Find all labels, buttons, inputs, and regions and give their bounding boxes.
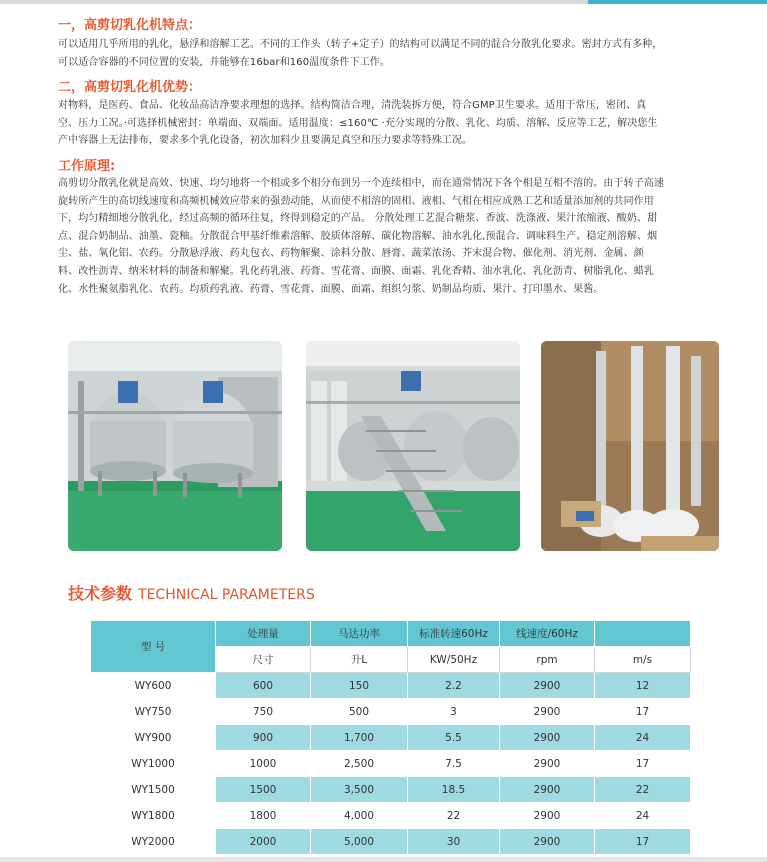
text-line: 点、混合奶制品、油墨、瓷釉。分散混合甲基纤维素溶解、胶质体溶解、碳化物溶解、油水乳化,预混合、调味料生产、稳定剂溶解、烟: [58, 230, 658, 242]
cell-motor-power: 4,000: [311, 803, 408, 829]
cell-value: 24: [595, 725, 691, 751]
title-en: TECHNICAL PARAMETERS: [138, 587, 315, 603]
cell-line-speed: 2900: [500, 673, 595, 699]
text-line: 高剪切分散乳化就是高效、快速、均匀地将一个相或多个相分布到另一个连续相中，而在通常情况下各个相是互相不溶的。由于转子高速: [58, 178, 664, 189]
text-line: 对物料，是医药、食品、化妆品高洁净要求理想的选择。结构简洁合理，清洗装拆方便，符合GMP卫生要求。适用于常压，密闭、真: [58, 100, 647, 111]
header-empty: [595, 621, 691, 647]
cell-capacity: 1000: [216, 751, 311, 777]
bottom-divider: [0, 857, 767, 862]
unit-kw: KW/50Hz: [408, 647, 500, 673]
advantages-heading: 二，高剪切乳化机优势：: [58, 80, 202, 95]
technical-parameters-title: [68, 581, 315, 604]
cell-speed: 7.5: [408, 751, 500, 777]
text-line: 可以适用几乎所用的乳化，悬浮和溶解工艺。不同的工作头（转子+定子）的结构可以满足不同的混合分散乳化要求。密封方式有多种，: [58, 39, 663, 50]
cell-capacity: 900: [216, 725, 311, 751]
cell-line-speed: 2900: [500, 803, 595, 829]
text-line: 可以适合容器的不同位置的安装，并能够在16bar和160温度条件下工作。: [58, 56, 390, 68]
header-speed: 标准转速60Hz: [408, 621, 500, 647]
cell-model: WY600: [91, 673, 216, 699]
text-line: 产中容器上无法排布，要求多个乳化设备，初次加料少且要满足真空和压力要求等特殊工况。: [58, 135, 473, 147]
header-model: 型 号: [91, 621, 216, 673]
cell-model: WY2000: [91, 829, 216, 855]
unit-size: 尺寸: [216, 647, 311, 673]
cell-model: WY1000: [91, 751, 216, 777]
cell-speed: 30: [408, 829, 500, 855]
cell-line-speed: 2900: [500, 777, 595, 803]
tanks-stairs-photo: [306, 341, 520, 551]
principle-paragraph: [58, 175, 728, 298]
cell-value: 17: [595, 751, 691, 777]
cell-line-speed: 2900: [500, 699, 595, 725]
table-row: [91, 673, 691, 699]
cell-motor-power: 150: [311, 673, 408, 699]
cell-motor-power: 5,000: [311, 829, 408, 855]
advantages-paragraph: [58, 97, 728, 150]
cell-speed: 2.2: [408, 673, 500, 699]
cell-capacity: 1800: [216, 803, 311, 829]
unit-liters: 升L: [311, 647, 408, 673]
cell-motor-power: 500: [311, 699, 408, 725]
cell-motor-power: 3,500: [311, 777, 408, 803]
cell-value: 17: [595, 829, 691, 855]
emulsifier-heads-photo: [541, 341, 719, 551]
cell-capacity: 2000: [216, 829, 311, 855]
cell-model: WY1500: [91, 777, 216, 803]
factory-tanks-photo: [68, 341, 282, 551]
text-line: 料、改性沥青、纳米材料的制备和解聚。乳化药乳液、药膏、雪花膏、面膜、面霜、乳化香精、油水乳化、乳化沥青、树脂乳化、蜡乳: [58, 265, 654, 277]
table-row: [91, 803, 691, 829]
table-row: [91, 829, 691, 855]
principle-heading: 工作原理:: [58, 159, 116, 174]
header-motor-power: 马达功率: [311, 621, 408, 647]
cell-capacity: 1500: [216, 777, 311, 803]
features-paragraph: [58, 36, 728, 71]
unit-rpm: rpm: [500, 647, 595, 673]
cell-speed: 5.5: [408, 725, 500, 751]
cell-line-speed: 2900: [500, 725, 595, 751]
cell-line-speed: 2900: [500, 829, 595, 855]
top-divider: [0, 0, 588, 4]
cell-capacity: 750: [216, 699, 311, 725]
text-line: 化、水性聚氨脂乳化、农药。均质药乳液、药膏、雪花膏、面膜、面霜、组织匀浆、奶制品均质、果汁、打印墨水、果酱。: [58, 283, 604, 295]
table-row: [91, 751, 691, 777]
table-header-row: [91, 621, 691, 647]
cell-capacity: 600: [216, 673, 311, 699]
text-line: 旋转所产生的高切线速度和高频机械效应带来的强劲动能，从而使不相溶的固相、液相、气相在相应成熟工艺和适量添加剂的共同作用: [58, 195, 654, 207]
features-heading: 一，高剪切乳化机特点：: [58, 18, 202, 33]
unit-ms: m/s: [595, 647, 691, 673]
text-line: 尘、盐、氧化铝、农药。分散悬浮液、药丸包衣、药物解聚、涂料分散、唇膏、蔬菜浓汤、芥末混合物、催化剂、消光剂、金属、颜: [58, 248, 644, 260]
table-row: [91, 699, 691, 725]
cell-speed: 3: [408, 699, 500, 725]
text-line: 空、压力工况。·可选择机械密封：单端面、双端面。适用温度：≤160℃ ·充分实现的分散、乳化、均质、溶解、反应等工艺，解决您生: [58, 117, 658, 129]
cell-value: 24: [595, 803, 691, 829]
cell-value: 22: [595, 777, 691, 803]
technical-parameters-table: [90, 620, 691, 855]
cell-model: WY750: [91, 699, 216, 725]
top-accent-bar: [588, 0, 767, 4]
cell-line-speed: 2900: [500, 751, 595, 777]
cell-motor-power: 1,700: [311, 725, 408, 751]
cell-speed: 22: [408, 803, 500, 829]
text-line: 下，均匀精细地分散乳化，经过高频的循环往复，终得到稳定的产品。 分散处理工艺混合糖浆、香波、洗涤液、果汁浓缩液、酸奶、甜: [58, 213, 658, 225]
title-cn: 技术参数: [68, 584, 133, 603]
cell-value: 12: [595, 673, 691, 699]
cell-motor-power: 2,500: [311, 751, 408, 777]
table-row: [91, 777, 691, 803]
cell-model: WY900: [91, 725, 216, 751]
header-capacity: 处理量: [216, 621, 311, 647]
table-row: [91, 725, 691, 751]
cell-value: 17: [595, 699, 691, 725]
cell-model: WY1800: [91, 803, 216, 829]
header-line-speed: 线速度/60Hz: [500, 621, 595, 647]
cell-speed: 18.5: [408, 777, 500, 803]
